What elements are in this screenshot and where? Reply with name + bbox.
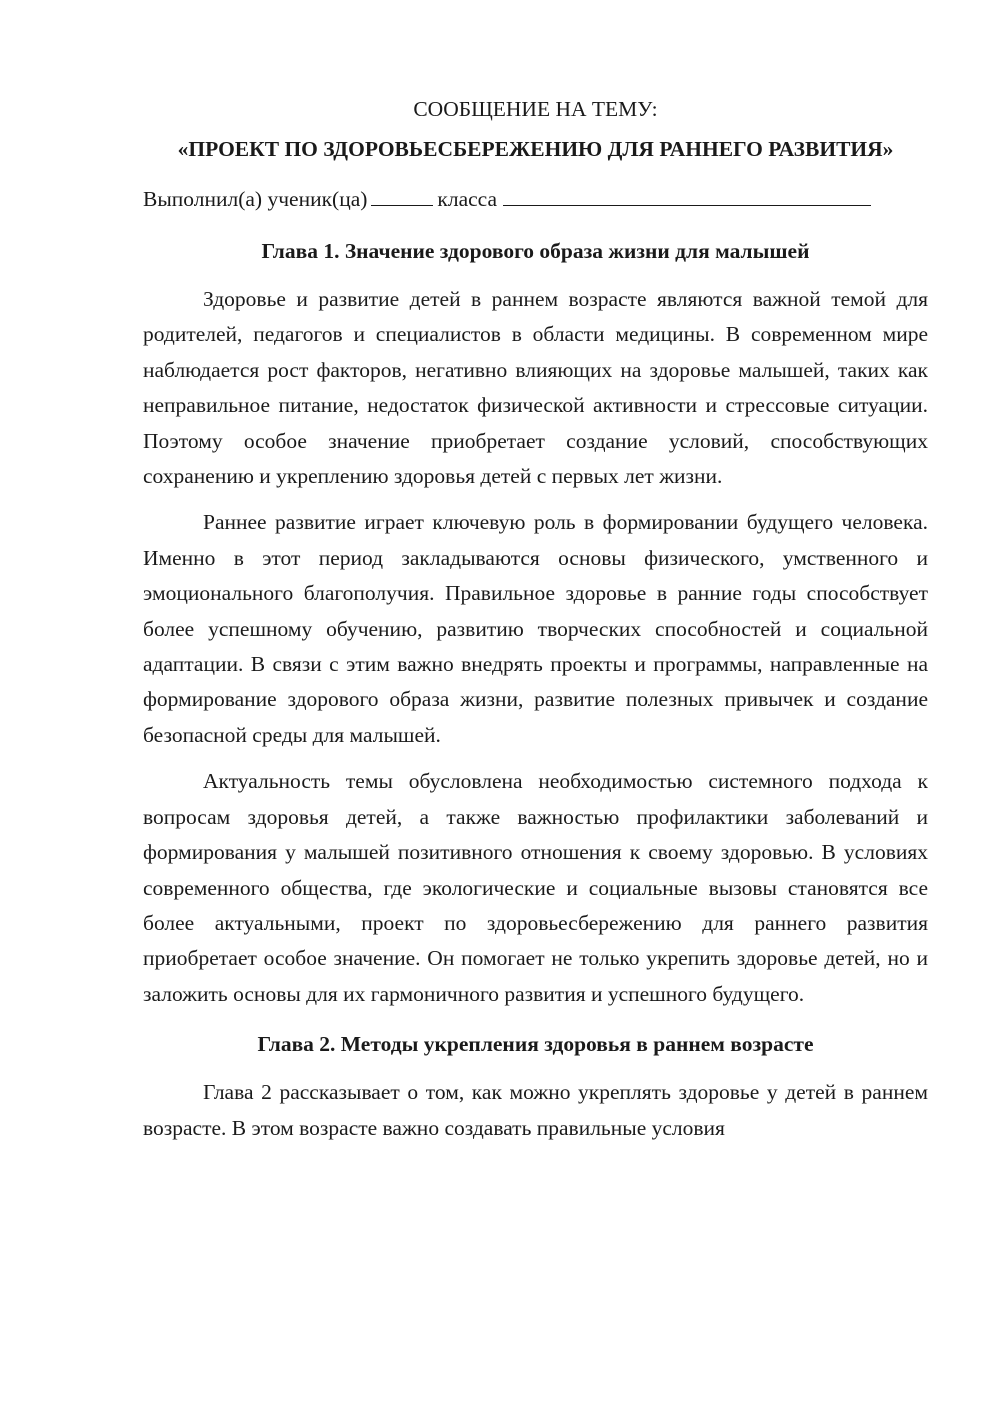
chapter-2-title: Глава 2. Методы укрепления здоровья в раннем возрасте bbox=[257, 1032, 814, 1057]
chapter-1-title: Глава 1. Значение здорового образа жизни для малышей bbox=[261, 239, 810, 263]
chapter-1-paragraph-3: Актуальность темы обусловлена необходимостью системного подхода к вопросам здоровья детей, а также важностью профилактики заболеваний и формирования у малышей позитивного отношения к своему здоровью. В условиях современного общества, где экологические и социальные вызовы становятся все более актуальными, проект по здоровьесбережению для раннего развития приобретает особое значение. Он помогает не только укрепить здоровье детей, но и заложить основы для их гармоничного развития и успешного будущего. bbox=[143, 769, 928, 1006]
chapter-1-paragraph-2: Раннее развитие играет ключевую роль в формировании будущего человека. Именно в этот период закладываются основы физического, умственного и эмоционального благополучия. Правильное здоровье в ранние годы способствует более успешному обучению, развитию творческих способностей и социальной адаптации. В связи с этим важно внедрять проекты и программы, направленные на формирование здорового образа жизни, развитие полезных привычек и создание безопасной среды для малышей. bbox=[143, 510, 928, 747]
class-label: класса bbox=[437, 187, 498, 211]
document-content bbox=[143, 92, 928, 1146]
author-prefix: Выполнил(а) ученик(ца) bbox=[143, 187, 368, 211]
report-title: «ПРОЕКТ ПО ЗДОРОВЬЕСБЕРЕЖЕНИЮ ДЛЯ РАННЕГО РАЗВИТИЯ» bbox=[177, 137, 894, 161]
chapter-1-paragraph-1: Здоровье и развитие детей в раннем возрасте являются важной темой для родителей, педагогов и специалистов в области медицины. В современном мире наблюдается рост факторов, негативно влияющих на здоровье малышей, таких как неправильное питание, недостаток физической активности и стрессовые ситуации. Поэтому особое значение приобретает создание условий, способствующих сохранению и укреплению здоровья детей с первых лет жизни. bbox=[143, 287, 928, 489]
author-line bbox=[143, 182, 928, 217]
name-blank bbox=[503, 183, 871, 206]
chapter-2-paragraph-1: Глава 2 рассказывает о том, как можно укреплять здоровье у детей в раннем возрасте. В этом возрасте важно создавать правильные условия bbox=[143, 1080, 928, 1140]
report-heading: СООБЩЕНИЕ НА ТЕМУ: bbox=[413, 97, 658, 121]
class-blank bbox=[371, 183, 433, 206]
